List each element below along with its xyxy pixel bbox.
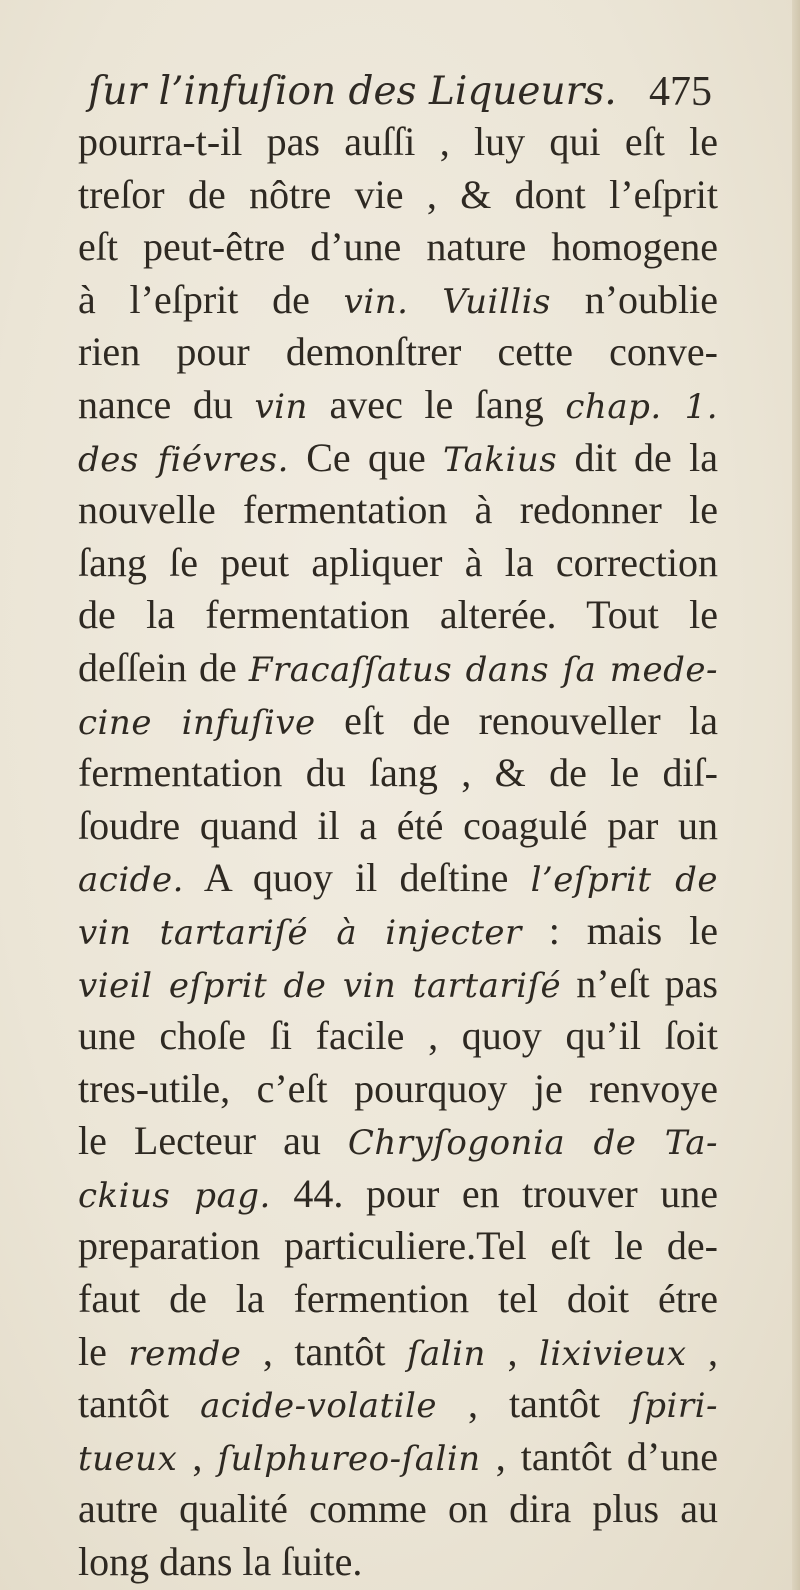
text-run: treſor de nôtre vie , & dont l’eſprit xyxy=(78,171,718,217)
text-run: fermentation du ſang , & de le diſ- xyxy=(78,750,718,796)
italic-text: vin. xyxy=(343,281,409,322)
italic-text: remde xyxy=(128,1333,242,1374)
text-line xyxy=(78,1220,718,1273)
italic-text: l’eſprit de xyxy=(530,860,718,901)
text-run: avec le ſang xyxy=(307,381,566,427)
text-run: , tantôt d’une xyxy=(480,1433,718,1479)
italic-text: cine infuſive xyxy=(78,702,316,743)
page-number: 475 xyxy=(649,69,712,115)
text-line xyxy=(78,1168,718,1221)
text-run: eſt peut-être d’une nature homogene xyxy=(78,224,718,270)
running-title: ſur l’infuſion des Liqueurs. xyxy=(88,69,617,114)
text-line xyxy=(78,695,718,748)
italic-text: ſpiri- xyxy=(631,1386,719,1427)
italic-text: vin xyxy=(254,386,308,427)
italic-text: des fiévres. xyxy=(78,439,289,480)
text-run: eſt de renouveller la xyxy=(315,697,718,743)
text-run: dit de la xyxy=(557,434,718,480)
text-run: , tantôt xyxy=(437,1381,632,1427)
text-run: une choſe ſi facile , quoy qu’il ſoit xyxy=(78,1013,718,1059)
text-run: : mais le xyxy=(521,907,719,953)
text-line xyxy=(78,1536,718,1589)
text-run xyxy=(408,277,442,322)
text-line xyxy=(78,1483,718,1536)
text-run: pourra-t-il pas auſſi , luy qui eſt le xyxy=(78,119,718,164)
italic-text: ſalin xyxy=(406,1333,486,1374)
text-run: le Lecteur au xyxy=(78,1118,348,1164)
page-edge xyxy=(792,0,800,1590)
text-run: autre qualité comme on dira plus au xyxy=(78,1486,718,1532)
text-line xyxy=(78,537,718,590)
text-line xyxy=(78,1273,718,1326)
text-run: n’oublie xyxy=(550,276,718,322)
text-run: faut de la fermention tel doit étre xyxy=(78,1276,718,1322)
text-run: long dans la ſuite. xyxy=(78,1539,363,1585)
italic-text: lixivieux xyxy=(538,1333,687,1374)
text-run: , tantôt xyxy=(241,1328,407,1374)
text-line xyxy=(78,326,718,379)
running-header xyxy=(88,62,728,122)
text-line xyxy=(78,747,718,800)
italic-text: tueux xyxy=(78,1438,178,1479)
text-run: à l’eſprit de xyxy=(78,276,344,322)
text-line xyxy=(78,116,718,169)
text-line xyxy=(78,642,718,695)
text-run: preparation particuliere.Tel eſt le de- xyxy=(78,1223,718,1269)
italic-text: chap. 1. xyxy=(565,386,719,427)
italic-text: ckius pag. xyxy=(78,1175,271,1216)
text-line xyxy=(78,852,718,905)
text-line xyxy=(78,905,718,958)
text-run: rien pour demonſtrer cette conve- xyxy=(78,329,718,375)
text-run: tres-utile, c’eſt pourquoy je renvoye xyxy=(78,1065,718,1111)
text-line xyxy=(78,432,718,485)
text-run: , xyxy=(177,1433,218,1479)
italic-text: ſulphureo-ſalin xyxy=(217,1438,481,1479)
text-run: Ce que xyxy=(288,434,444,480)
text-line xyxy=(78,800,718,853)
text-line xyxy=(78,169,718,222)
text-run: tantôt xyxy=(78,1381,201,1427)
text-run: , xyxy=(686,1328,719,1374)
text-run: A quoy il deſtine xyxy=(183,855,531,901)
text-line xyxy=(78,1010,718,1063)
text-line xyxy=(78,1378,718,1431)
text-run: ſoudre quand il a été coagulé par un xyxy=(78,802,718,848)
italic-text: Chryſogonia de Ta- xyxy=(347,1123,718,1164)
italic-text: Fracaſſatus dans ſa mede- xyxy=(248,649,718,690)
italic-text: Vuillis xyxy=(442,281,551,322)
text-run: n’eſt pas xyxy=(561,960,718,1006)
text-line xyxy=(78,379,718,432)
text-run: , xyxy=(485,1328,539,1374)
text-run: deſſein de xyxy=(78,644,249,690)
italic-text: vieil eſprit de vin tartariſé xyxy=(78,965,562,1006)
text-run: nance du xyxy=(78,381,255,427)
italic-text: acide. xyxy=(78,860,184,901)
text-run: ſang ſe peut apliquer à la correction xyxy=(78,539,718,585)
text-line xyxy=(78,1326,718,1379)
text-line xyxy=(78,1431,718,1484)
text-line xyxy=(78,221,718,274)
text-line xyxy=(78,1115,718,1168)
italic-text: acide-volatile xyxy=(200,1386,438,1427)
text-line xyxy=(78,484,718,537)
text-run: nouvelle fermentation à redonner le xyxy=(78,487,718,533)
text-line xyxy=(78,958,718,1011)
text-line xyxy=(78,589,718,642)
text-run: de la fermentation alterée. Tout le xyxy=(78,592,718,638)
text-line xyxy=(78,274,718,327)
italic-text: vin tartariſé à injecter xyxy=(78,912,522,953)
text-run: 44. pour en trouver une xyxy=(270,1170,718,1216)
body-text xyxy=(78,116,718,1589)
italic-text: Takius xyxy=(443,439,558,480)
text-run: le xyxy=(78,1328,129,1374)
text-line xyxy=(78,1063,718,1116)
